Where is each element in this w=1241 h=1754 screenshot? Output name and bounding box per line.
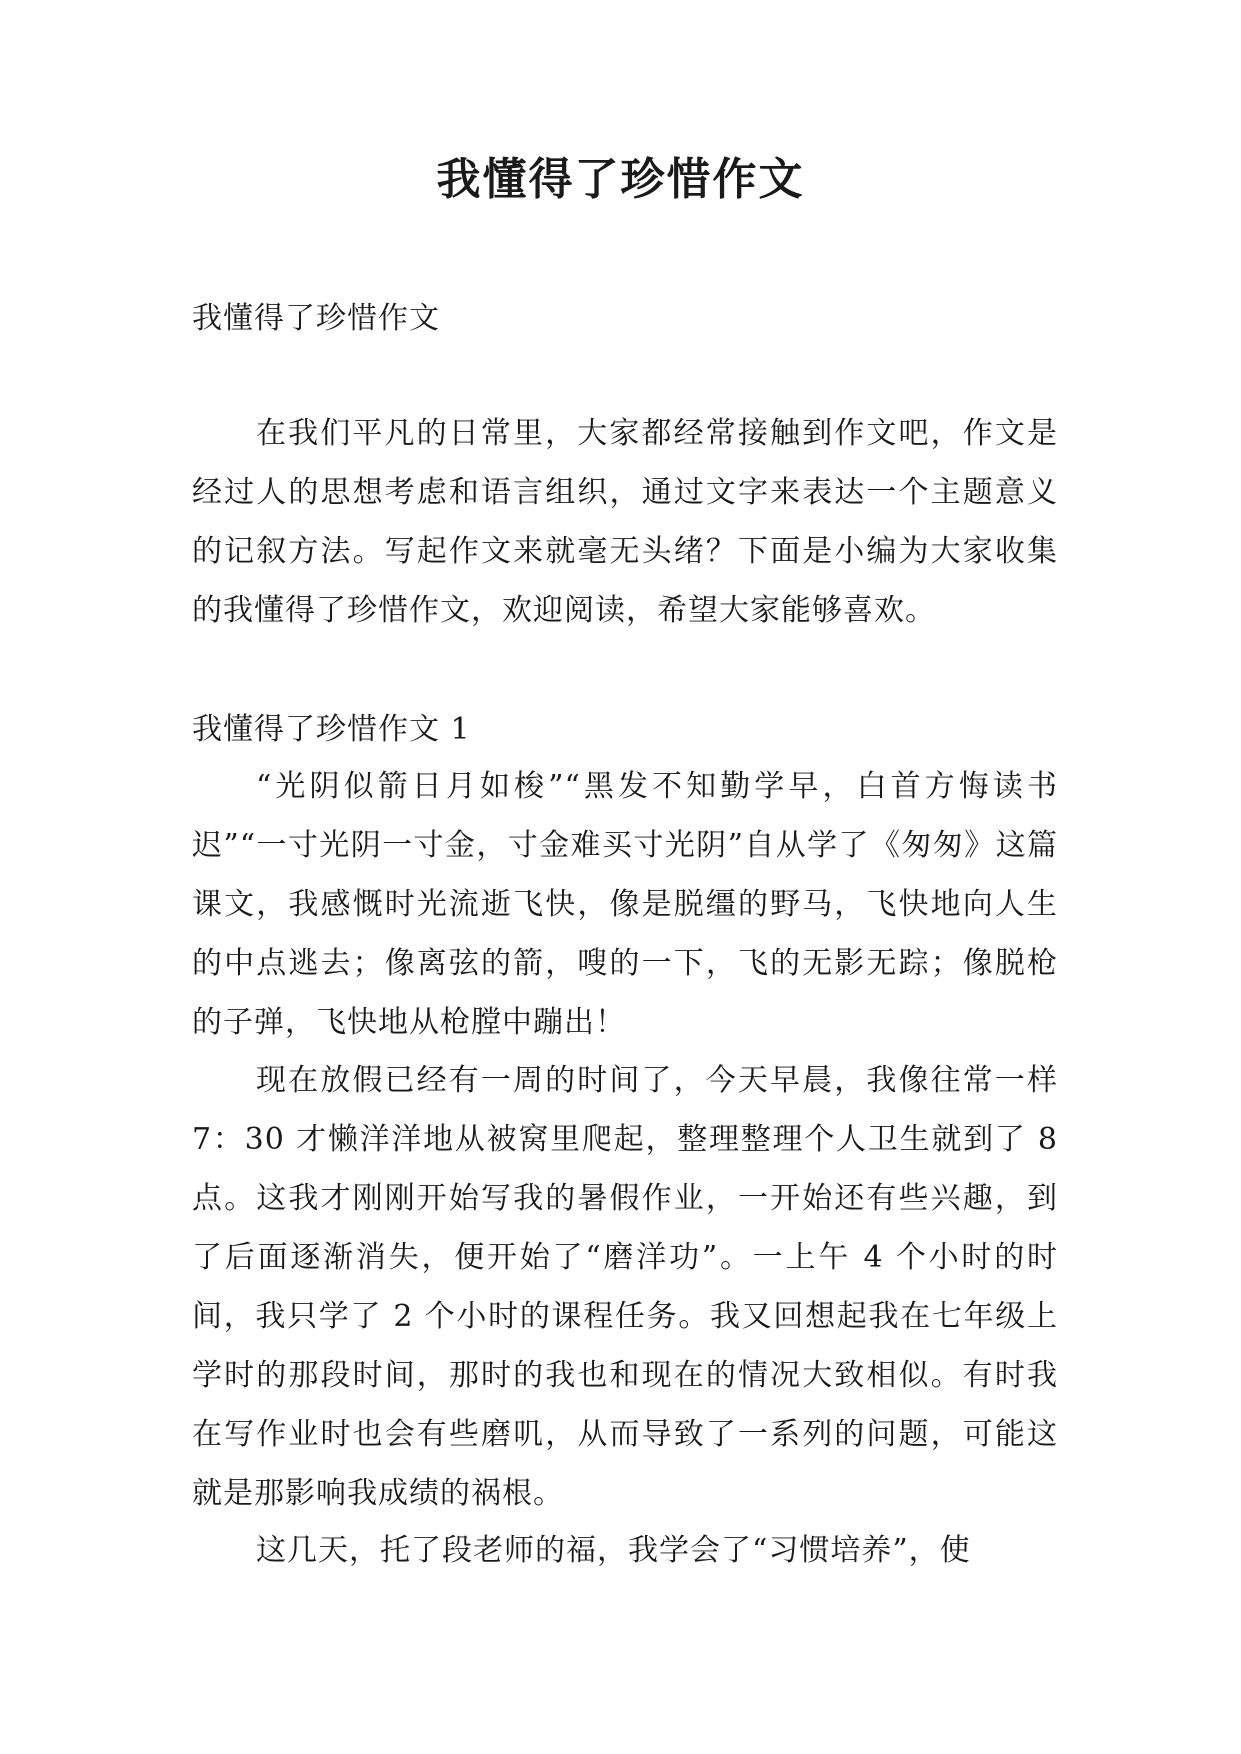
document-subtitle: 我懂得了珍惜作文 [192, 301, 440, 336]
intro-paragraph: 在我们平凡的日常里，大家都经常接触到作文吧，作文是经过人的思想考虑和语言组织，通过文字来表达一个主题意义的记叙方法。写起作文来就毫无头绪？下面是小编为大家收集的我懂得了珍惜作文，欢迎阅读，希望大家能够喜欢。 [192, 416, 1058, 628]
body-paragraph-2: 现在放假已经有一周的时间了，今天早晨，我像往常一样 7：30 才懒洋洋地从被窝里爬起，整理整理个人卫生就到了 8 点。这我才刚刚开始写我的暑假作业，一开始还有些兴趣，到了后面逐渐消失，便开始了“磨洋功”。一上午 4 个小时的时间，我只学了 2 个小时的课程任务。我又回想起我在七年级上学时的那段时间，那时的我也和现在的情况大致相似。有时我在写作业时也会有些磨叽，从而导致了一系列的问题，可能这就是那影响我成绩的祸根。 [192, 1063, 1058, 1511]
body-paragraph-3: 这几天，托了段老师的福，我学会了“习惯培养”，使 [256, 1533, 971, 1568]
document-title: 我懂得了珍惜作文 [436, 154, 805, 205]
body-paragraph-1: “光阴似箭日月如梭”“黑发不知勤学早，白首方悔读书迟”“一寸光阴一寸金，寸金难买寸光阴”自从学了《匆匆》这篇课文，我感慨时光流逝飞快，像是脱缰的野马，飞快地向人生的中点逃去；像离弦的箭，嗖的一下，飞的无影无踪；像脱枪的子弹，飞快地从枪膛中蹦出！ [192, 769, 1058, 1040]
section-heading: 我懂得了珍惜作文 1 [192, 712, 471, 747]
